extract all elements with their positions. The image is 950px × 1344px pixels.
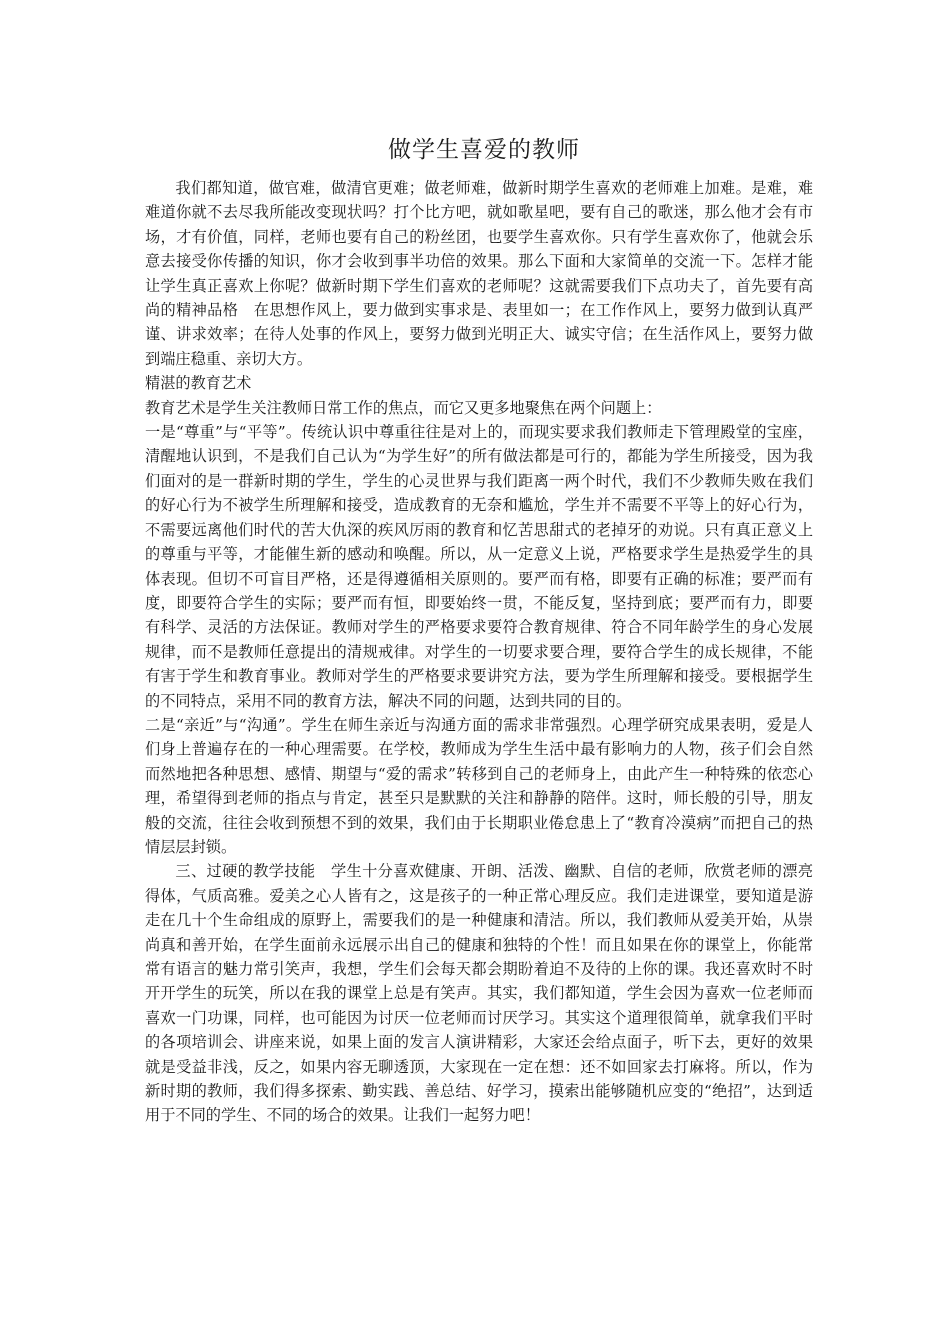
teaching-skills-paragraph: 三、过硬的教学技能 学生十分喜欢健康、开朗、活泼、幽默、自信的老师，欣赏老师的漂亮得体，气质高雅。爱美之心人皆有之，这是孩子的一种正常心理反应。我们走进课堂，要知道是游走在几十个生命组成的原野上，需要我们的是一种健康和清洁。所以，我们教师从爱美开始，从崇尚真和善开始，在学生面前永远展示出自己的健康和独特的个性！而且如果在你的课堂上，你能常常有语言的魅力常引笑声，我想，学生们会每天都会期盼着迫不及待的上你的课。我还喜欢时不时开开学生的玩笑，所以在我的课堂上总是有笑声。其实，我们都知道，学生会因为喜欢一位老师而喜欢一门功课，同样，也可能因为讨厌一位老师而讨厌学习。其实这个道理很简单，就拿我们平时的各项培训会、讲座来说，如果上面的发言人演讲精彩，大家还会给点面子，听下去，更好的效果就是受益非浅，反之，如果内容无聊透顶，大家现在一定在想：还不如回家去打麻将。所以，作为新时期的教师，我们得多探索、勤实践、善总结、好学习，摸索出能够随机应变的“绝招”，达到适用于不同的学生、不同的场合的效果。让我们一起努力吧！ <box>145 862 813 1125</box>
section-lead-paragraph: 教育艺术是学生关注教师日常工作的焦点，而它又更多地聚焦在两个问题上： <box>145 398 662 417</box>
document-title: 做学生喜爱的教师 <box>388 137 580 163</box>
section-heading-education-art: 精湛的教育艺术 <box>145 374 252 393</box>
document-body <box>145 128 813 1128</box>
point-respect-equality-paragraph: 一是“尊重”与“平等”。传统认识中尊重往往是对上的，而现实要求我们教师走下管理殿堂的宝座，清醒地认识到，不是我们自己认为“为学生好”的所有做法都是可行的，都能为学生所接受，因为我们面对的是一群新时期的学生，学生的心灵世界与我们距离一两个时代，我们不少教师失败在我们的好心行为不被学生所理解和接受，造成教育的无奈和尴尬，学生并不需要不平等上的好心行为，不需要远离他们时代的苦大仇深的疾风厉雨的教育和忆苦思甜式的老掉牙的劝说。只有真正意义上的尊重与平等，才能催生新的感动和唤醒。所以，从一定意义上说，严格要求学生是热爱学生的具体表现。但切不可盲目严格，还是得遵循相关原则的。要严而有格，即要有正确的标准；要严而有度，即要符合学生的实际；要严而有恒，即要始终一贯，不能反复，坚持到底；要严而有力，即要有科学、灵活的方法保证。教师对学生的严格要求要符合教育规律、符合不同年龄学生的身心发展规律，而不是教师任意提出的清规戒律。对学生的一切要求要合理，要符合学生的成长规律，不能有害于学生和教育事业。教师对学生的严格要求要讲究方法，要为学生所理解和接受。要根据学生的不同特点，采用不同的教育方法，解决不同的问题，达到共同的目的。 <box>145 423 813 710</box>
point-closeness-communication-paragraph: 二是“亲近”与“沟通”。学生在师生亲近与沟通方面的需求非常强烈。心理学研究成果表明，爱是人们身上普遍存在的一种心理需要。在学校，教师成为学生生活中最有影响力的人物，孩子们会自然而然地把各种思想、感情、期望与“爱的需求”转移到自己的老师身上，由此产生一种特殊的依恋心理，希望得到老师的指点与肯定，甚至只是默默的关注和静静的陪伴。这时，师长般的引导，朋友般的交流，往往会收到预想不到的效果，我们由于长期职业倦怠患上了“教育冷漠病”而把自己的热情层层封锁。 <box>145 715 813 856</box>
intro-paragraph: 我们都知道，做官难，做清官更难；做老师难，做新时期学生喜欢的老师难上加难。是难，难难道你就不去尽我所能改变现状吗？打个比方吧，就如歌星吧，要有自己的歌迷，那么他才会有市场，才有价值，同样，老师也要有自己的粉丝团，也要学生喜欢你。只有学生喜欢你了，他就会乐意去接受你传播的知识，你才会收到事半功倍的效果。那么下面和大家简单的交流一下。怎样才能让学生真正喜欢上你呢？做新时期下学生们喜欢的老师呢？这就需要我们下点功夫了，首先要有高尚的精神品格 在思想作风上，要力做到实事求是、表里如一；在工作作风上，要努力做到认真严谨、讲求效率；在待人处事的作风上，要努力做到光明正大、诚实守信；在生活作风上，要努力做到端庄稳重、亲切大方。 <box>145 179 813 368</box>
